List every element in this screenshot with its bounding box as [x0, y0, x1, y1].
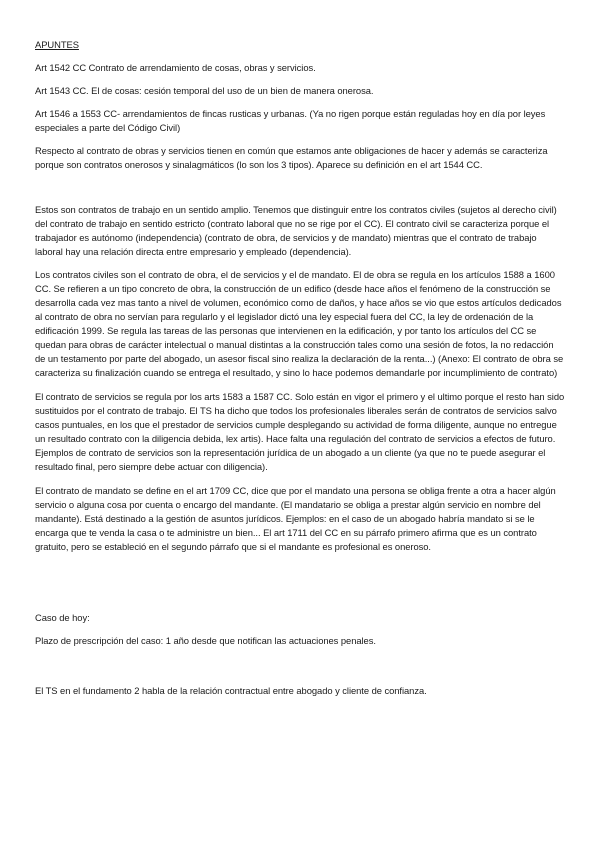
paragraph-contrato-mandato: El contrato de mandato se define en el art 1709 CC, dice que por el mandato una persona se obliga frente a otra a hacer algún servicio o alguna cosa por cuenta o encargo del mandante. (El mandatario se obliga a prestar algún servicio en nombre del mandante). Está destinado a la gestión de asuntos jurídicos. Ejemplos: en el caso de un abogado habría mandato si se le encarga que te venda la casa o te administre un bien... El art 1711 del CC en su párrafo primero afirma que es un contrato gratuito, pero se estableció en el segundo párrafo que si el mandante es profesional es oneroso. — [35, 485, 556, 552]
paragraph-plazo-prescripcion: Plazo de prescripción del caso: 1 año desde que notifican las actuaciones penales. — [35, 635, 376, 646]
paragraph-contrato-obra: Los contratos civiles son el contrato de obra, el de servicios y el de mandato. El de obra se regula en los artículos 1588 a 1600 CC. Se refieren a un tipo concreto de obra, la construcción de un edifico (desde hace años el fenómeno de la construcción se desarrolla cada vez mas tanto a nivel de volumen, económico como de daños, y hace años se vio que estos artículos dedicados al contrato de obra no servían para regularlo y el legislador dictó una ley especial fuera del CC, la ley de ordenación de la edificación 1999. Se regula las tareas de las personas que intervienen en la edificación, y por tanto los artículos del CC se quedan para obras de carácter intelectual o manual distintas a la construcción tales como una sesión de fotos, la no redacción de un testamento por parte del abogado, un asesor fiscal sino realiza la declaración de la renta...) (Anexo: El contrato de obra se caracteriza su finalización cuando se entrega el resultado, y sino lo hace podemos demandarle por incumplimiento de contrato) — [35, 269, 564, 378]
paragraph-contrato-servicios: El contrato de servicios se regula por los arts 1583 a 1587 CC. Solo están en vigor el primero y el ultimo porque el resto han sido sustituidos por el contrato de trabajo. El TS ha dicho que todos los profesionales liberales serán de contratos de servicios salvo casos puntuales, en los que el prestador de servicios cumple desplegando su actividad de forma diligente, aunque no entregue un resultado contrato con la diligencia debida, lex artis). Hace falta una regulación del contrato de servicios a efectos de futuro. Ejemplos de contrato de servicios son la representación jurídica de un abogado a un cliente (ya que no te puede asegurar el resultado final, pero siempre debe actuar con diligencia). — [35, 391, 565, 472]
paragraph-art-1543: Art 1543 CC. El de cosas: cesión temporal del uso de un bien de manera onerosa. — [35, 85, 374, 96]
case-heading: Caso de hoy: — [35, 612, 90, 623]
document-body — [35, 38, 565, 698]
paragraph-obras-servicios: Respecto al contrato de obras y servicios tienen en común que estamos ante obligaciones de hacer y además se caracteriza porque son contratos onerosos y sinalagmáticos (lo son los 3 tipos). Aparece su definición en el art 1544 CC. — [35, 145, 548, 170]
document-title: APUNTES — [35, 39, 79, 50]
paragraph-art-1542: Art 1542 CC Contrato de arrendamiento de cosas, obras y servicios. — [35, 62, 316, 73]
paragraph-art-1546: Art 1546 a 1553 CC- arrendamientos de fincas rusticas y urbanas. (Ya no rigen porque están reguladas hoy en día por leyes especiales a parte del Código Civil) — [35, 108, 546, 133]
paragraph-contratos-trabajo: Estos son contratos de trabajo en un sentido amplio. Tenemos que distinguir entre los contratos civiles (sujetos al derecho civil) del contrato de trabajo en sentido estricto (contrato laboral que no se rige por el CC). El contrato civil se caracteriza porque el trabajador es autónomo (independencia) (contrato de obra, de servicios y de mandato) mientras que el contrato de trabajo laboral hay una relación directa entre empresario y empleado (dependencia). — [35, 204, 557, 257]
paragraph-fundamento-ts: El TS en el fundamento 2 habla de la relación contractual entre abogado y cliente de confianza. — [35, 685, 427, 696]
